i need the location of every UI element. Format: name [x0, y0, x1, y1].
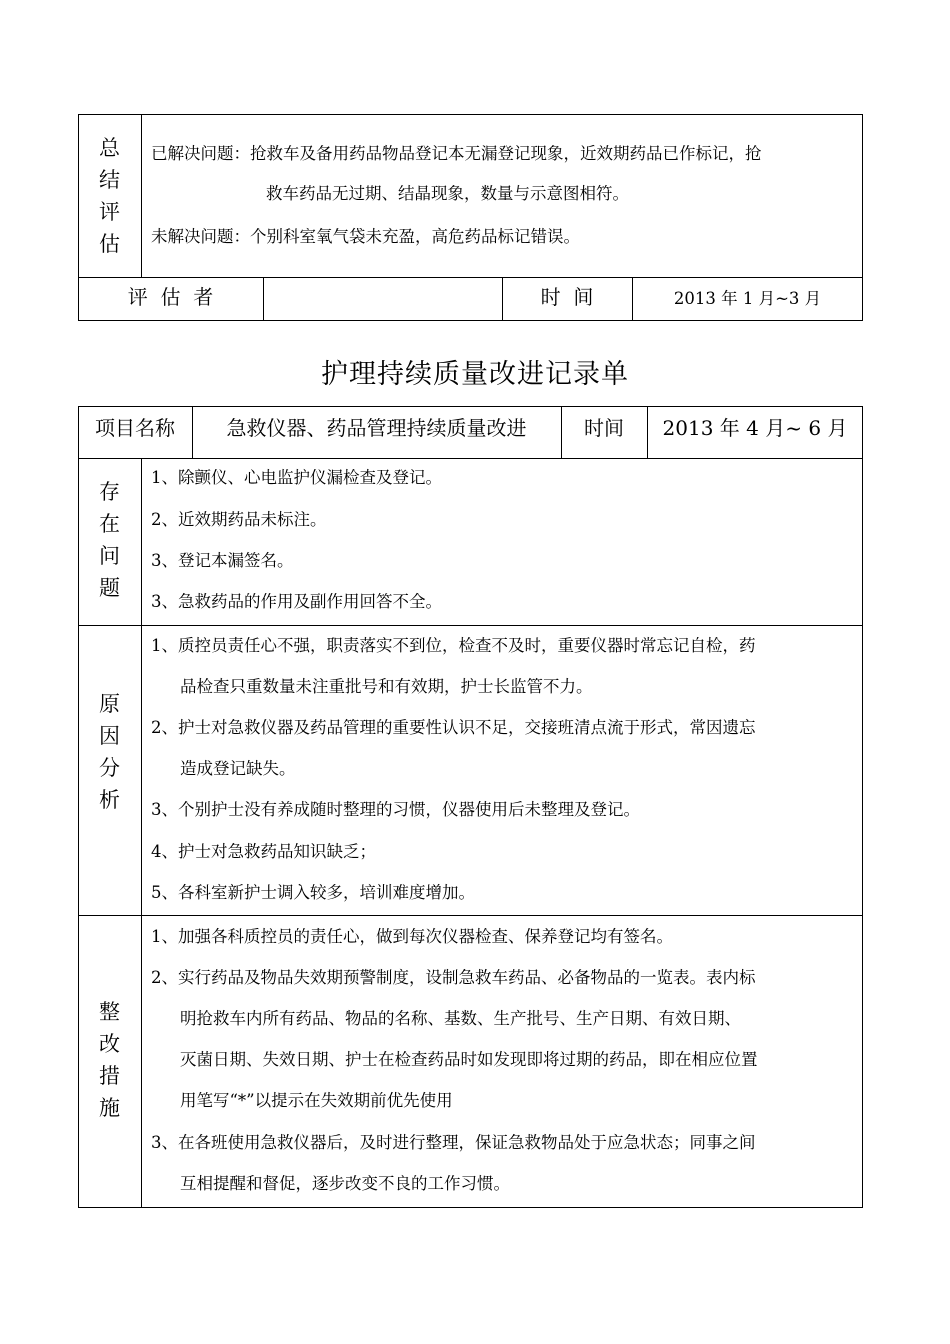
label-char: 原 [99, 692, 120, 716]
label-char: 施 [99, 1096, 120, 1120]
issue-line: 1、除颤仪、心电监护仪漏检查及登记。 [151, 468, 442, 487]
summary-section-label [78, 132, 141, 260]
unresolved-text: 个别科室氧气袋未充盈，高危药品标记错误。 [250, 227, 580, 246]
label-char: 因 [99, 724, 120, 748]
summary-divider [141, 114, 142, 277]
label-char: 存 [99, 480, 120, 504]
issues-section-label [78, 476, 141, 604]
cause-line: 4、护士对急救药品知识缺乏； [151, 842, 376, 861]
summary-divider [263, 277, 264, 321]
measures-section-label [78, 996, 141, 1124]
time-value: 2013 年 1 月~3 月 [673, 289, 822, 308]
label-column-divider [141, 458, 142, 1208]
cause-line: 品检查只重数量未注重批号和有效期，护士长监管不力。 [180, 677, 593, 696]
resolved-prefix: 已解决问题： [151, 144, 250, 163]
label-char: 整 [99, 1000, 120, 1024]
assessor-label: 评 估 者 [127, 285, 214, 309]
page-title: 护理持续质量改进记录单 [321, 359, 629, 390]
record-time-value: 2013 年 4 月~ 6 月 [662, 416, 848, 440]
label-char: 析 [99, 788, 120, 812]
unresolved-prefix: 未解决问题： [151, 227, 250, 246]
row-divider [78, 458, 863, 459]
label-char: 题 [99, 576, 120, 600]
resolved-text: 抢救车及备用药品物品登记本无漏登记现象，近效期药品已作标记，抢 [250, 144, 762, 163]
row-divider [78, 625, 863, 626]
issue-line: 3、登记本漏签名。 [151, 551, 294, 570]
label-char: 措 [99, 1064, 120, 1088]
unresolved-line [151, 227, 580, 247]
summary-row-divider [78, 277, 863, 278]
label-char: 问 [99, 544, 120, 568]
issue-line: 3、急救药品的作用及副作用回答不全。 [151, 592, 442, 611]
label-char: 评 [99, 200, 120, 224]
label-char: 改 [99, 1032, 120, 1056]
cause-line: 1、质控员责任心不强，职责落实不到位，检查不及时，重要仪器时常忘记自检，药 [151, 636, 756, 655]
measure-line: 2、实行药品及物品失效期预警制度，设制急救车药品、必备物品的一览表。表内标 [151, 968, 756, 987]
causes-section-label [78, 688, 141, 816]
cause-line: 5、各科室新护士调入较多，培训难度增加。 [151, 883, 475, 902]
cause-line: 3、个别护士没有养成随时整理的习惯，仪器使用后未整理及登记。 [151, 800, 640, 819]
label-char: 总 [99, 136, 120, 160]
issue-line: 2、近效期药品未标注。 [151, 510, 327, 529]
label-char: 结 [99, 168, 120, 192]
measure-line: 3、在各班使用急救仪器后，及时进行整理，保证急救物品处于应急状态；同事之间 [151, 1133, 756, 1152]
label-char: 估 [99, 232, 120, 256]
cause-line: 2、护士对急救仪器及药品管理的重要性认识不足，交接班清点流于形式，常因遗忘 [151, 718, 756, 737]
project-name-value: 急救仪器、药品管理持续质量改进 [226, 416, 527, 440]
measure-line: 明抢救车内所有药品、物品的名称、基数、生产批号、生产日期、有效日期、 [180, 1009, 741, 1028]
measure-line: 灭菌日期、失效日期、护士在检查药品时如发现即将过期的药品，即在相应位置 [180, 1050, 758, 1069]
resolved-line-1 [151, 144, 762, 164]
cause-line: 造成登记缺失。 [180, 759, 296, 778]
time-label: 时 间 [540, 285, 594, 309]
project-name-label: 项目名称 [95, 416, 175, 440]
row-divider [78, 915, 863, 916]
label-char: 在 [99, 512, 120, 536]
measure-line: 用笔写“*”以提示在失效期前优先使用 [180, 1091, 453, 1110]
label-char: 分 [99, 756, 120, 780]
record-time-label: 时间 [584, 416, 624, 440]
resolved-line-2: 救车药品无过期、结晶现象，数量与示意图相符。 [266, 184, 629, 203]
measure-line: 1、加强各科质控员的责任心，做到每次仪器检查、保养登记均有签名。 [151, 927, 673, 946]
measure-line: 互相提醒和督促，逐步改变不良的工作习惯。 [180, 1174, 510, 1193]
